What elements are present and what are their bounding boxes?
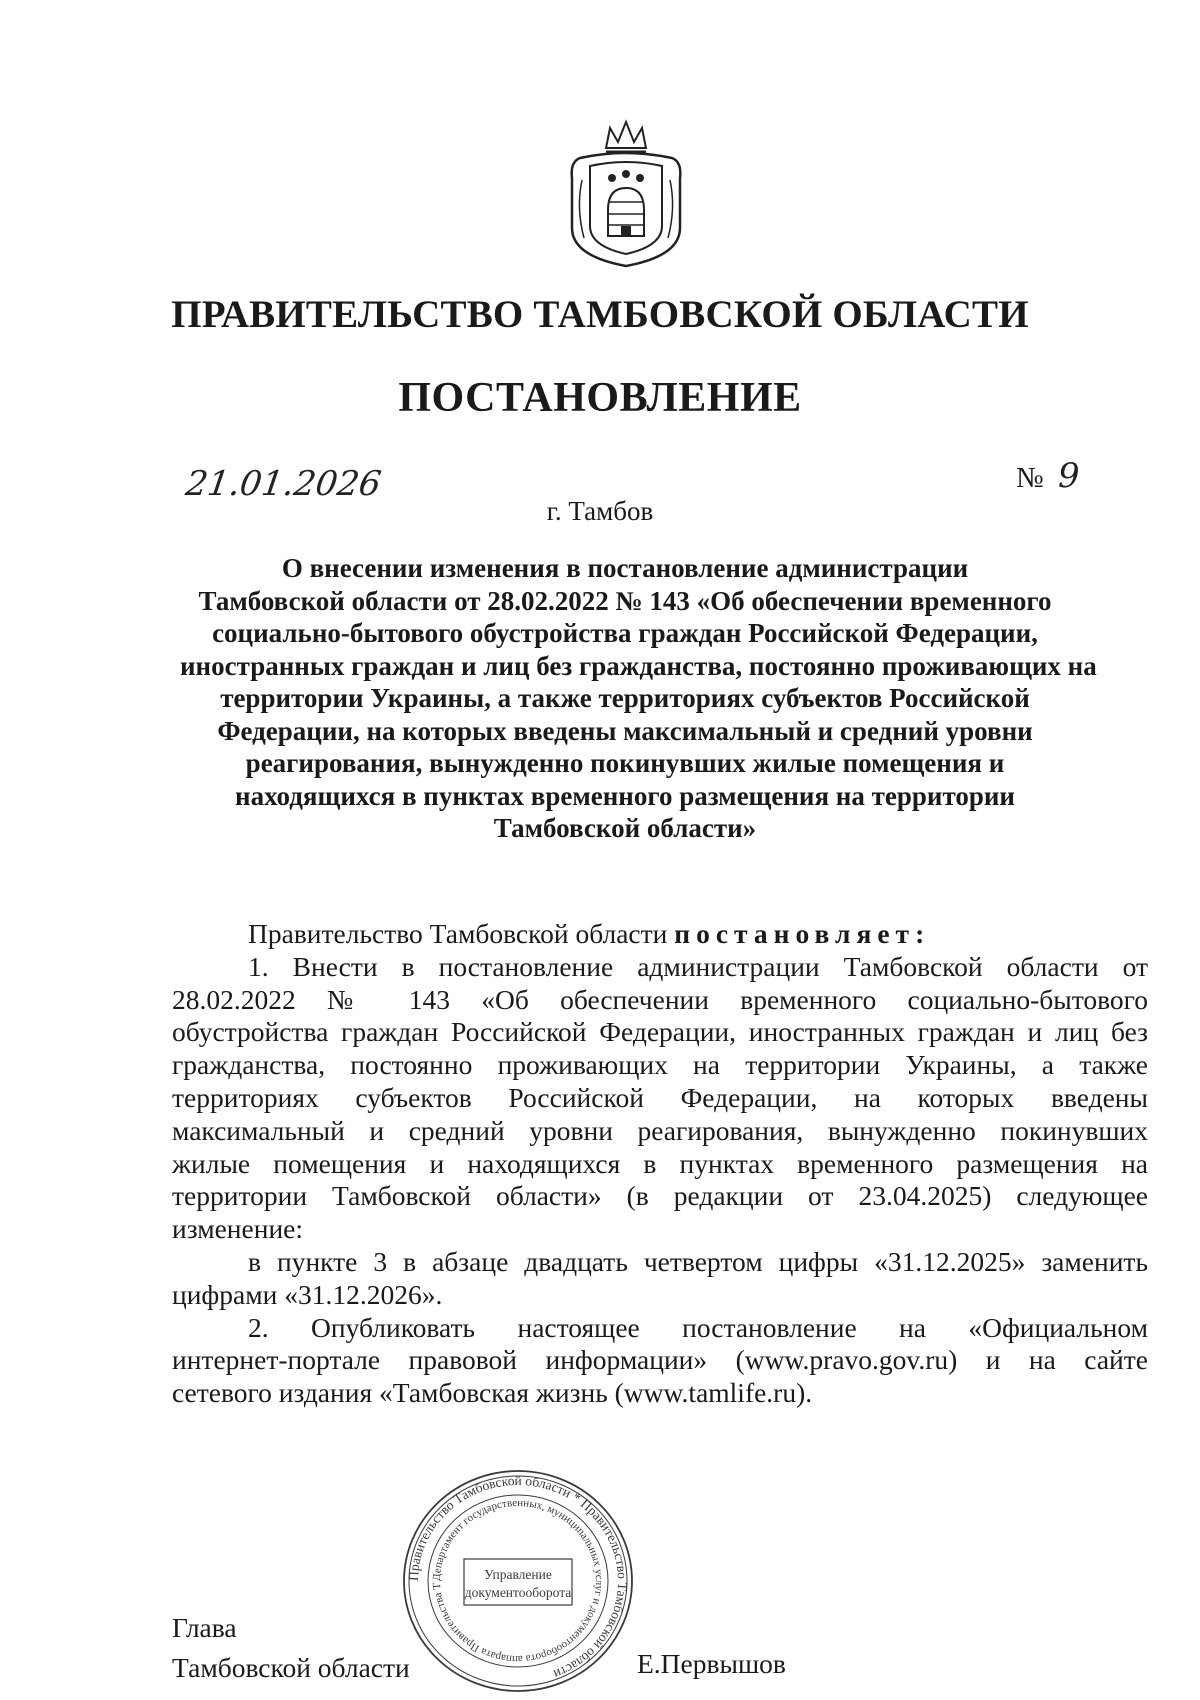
item1-line: обустройства граждан Российской Федерации, иностранных граждан и лиц без: [172, 1016, 1148, 1048]
heading-line: территории Украины, а также территориях субъектов Российской: [220, 683, 1030, 713]
item2-line: интернет-портале правовой информации» (www.pravo.gov.ru) и на сайте: [172, 1344, 1148, 1376]
stamp-seal-icon: [398, 1467, 638, 1695]
resolution-intro: [172, 918, 1148, 951]
signatory-name: Е.Первышов: [637, 1648, 786, 1679]
intro-text: Правительство Тамбовской области: [248, 918, 668, 949]
document-body: [172, 918, 1148, 1410]
item1-line: жилые помещения и находящихся в пунктах временного размещения на: [172, 1147, 1148, 1179]
coat-of-arms-icon: [560, 118, 692, 268]
stamp-center-line2: документооборота: [464, 1585, 572, 1600]
heading-line: социально-бытового обустройства граждан Российской Федерации,: [212, 618, 1038, 648]
item1-line: 1. Внести в постановление администрации Тамбовской области от: [248, 950, 1148, 982]
heading-line: реагирования, вынужденно покинувших жилые помещения и: [245, 748, 1005, 778]
signature-position: [172, 1608, 410, 1688]
change-line: в пункте 3 в абзаце двадцать четвертом цифры «31.12.2025» заменить: [248, 1245, 1148, 1277]
heading-line: Тамбовской области от 28.02.2022 № 143 «Об обеспечении временного: [198, 585, 1052, 616]
heading-line: О внесении изменения в постановление администрации: [281, 553, 969, 583]
government-title: ПРАВИТЕЛЬСТВО ТАМБОВСКОЙ ОБЛАСТИ: [171, 293, 1029, 336]
heading-line: Тамбовской области»: [493, 813, 757, 843]
item1-line: гражданства, постоянно проживающих на территории Украины, а также: [172, 1049, 1148, 1081]
change-line: цифрами «31.12.2026».: [172, 1278, 443, 1310]
document-heading: [180, 552, 1097, 845]
document-type-title: ПОСТАНОВЛЕНИЕ: [398, 375, 802, 421]
handwritten-number: 9: [1058, 456, 1080, 496]
official-stamp: [398, 1467, 638, 1695]
number-label: №: [1016, 462, 1044, 494]
item1-line: территории Тамбовской области» (в редакции от 23.04.2025) следующее: [172, 1180, 1148, 1212]
item1-line: максимальный и средний уровни реагирования, вынужденно покинувших: [172, 1114, 1148, 1146]
item2-line: 2. Опубликовать настоящее постановление на «Официальном: [248, 1311, 1148, 1343]
handwritten-date: 21.01.2026: [183, 464, 384, 504]
item1-line: 28.02.2022 № 143 «Об обеспечении временного социально-бытового: [172, 983, 1148, 1015]
position-line: Тамбовской области: [172, 1652, 410, 1683]
stamp-inner-text: Департамент государственных, муниципальных услуг и документооборота аппарата Правительства Т: [430, 1496, 606, 1666]
stamp-outer-text: Правительство Тамбовской области * Правительство Тамбовской области: [405, 1472, 631, 1683]
heading-line: находящихся в пунктах временного размещения на территории: [235, 780, 1015, 811]
item1-line: территориях субъектов Российской Федерации, на которых введены: [172, 1081, 1148, 1113]
heading-line: Федерации, на которых введены максимальный и средний уровни: [217, 715, 1033, 746]
position-line: Глава: [172, 1612, 237, 1643]
decree-keyword: постановляет:: [674, 918, 931, 949]
coat-of-arms-emblem: [560, 118, 692, 268]
item1-line: изменение:: [172, 1213, 304, 1245]
stamp-center-line1: Управление: [484, 1567, 552, 1582]
city-line: г. Тамбов: [546, 496, 654, 526]
item2-line: сетевого издания «Тамбовская жизнь (www.tamlife.ru).: [172, 1377, 813, 1409]
heading-line: иностранных граждан и лиц без гражданства, постоянно проживающих на: [180, 650, 1097, 681]
